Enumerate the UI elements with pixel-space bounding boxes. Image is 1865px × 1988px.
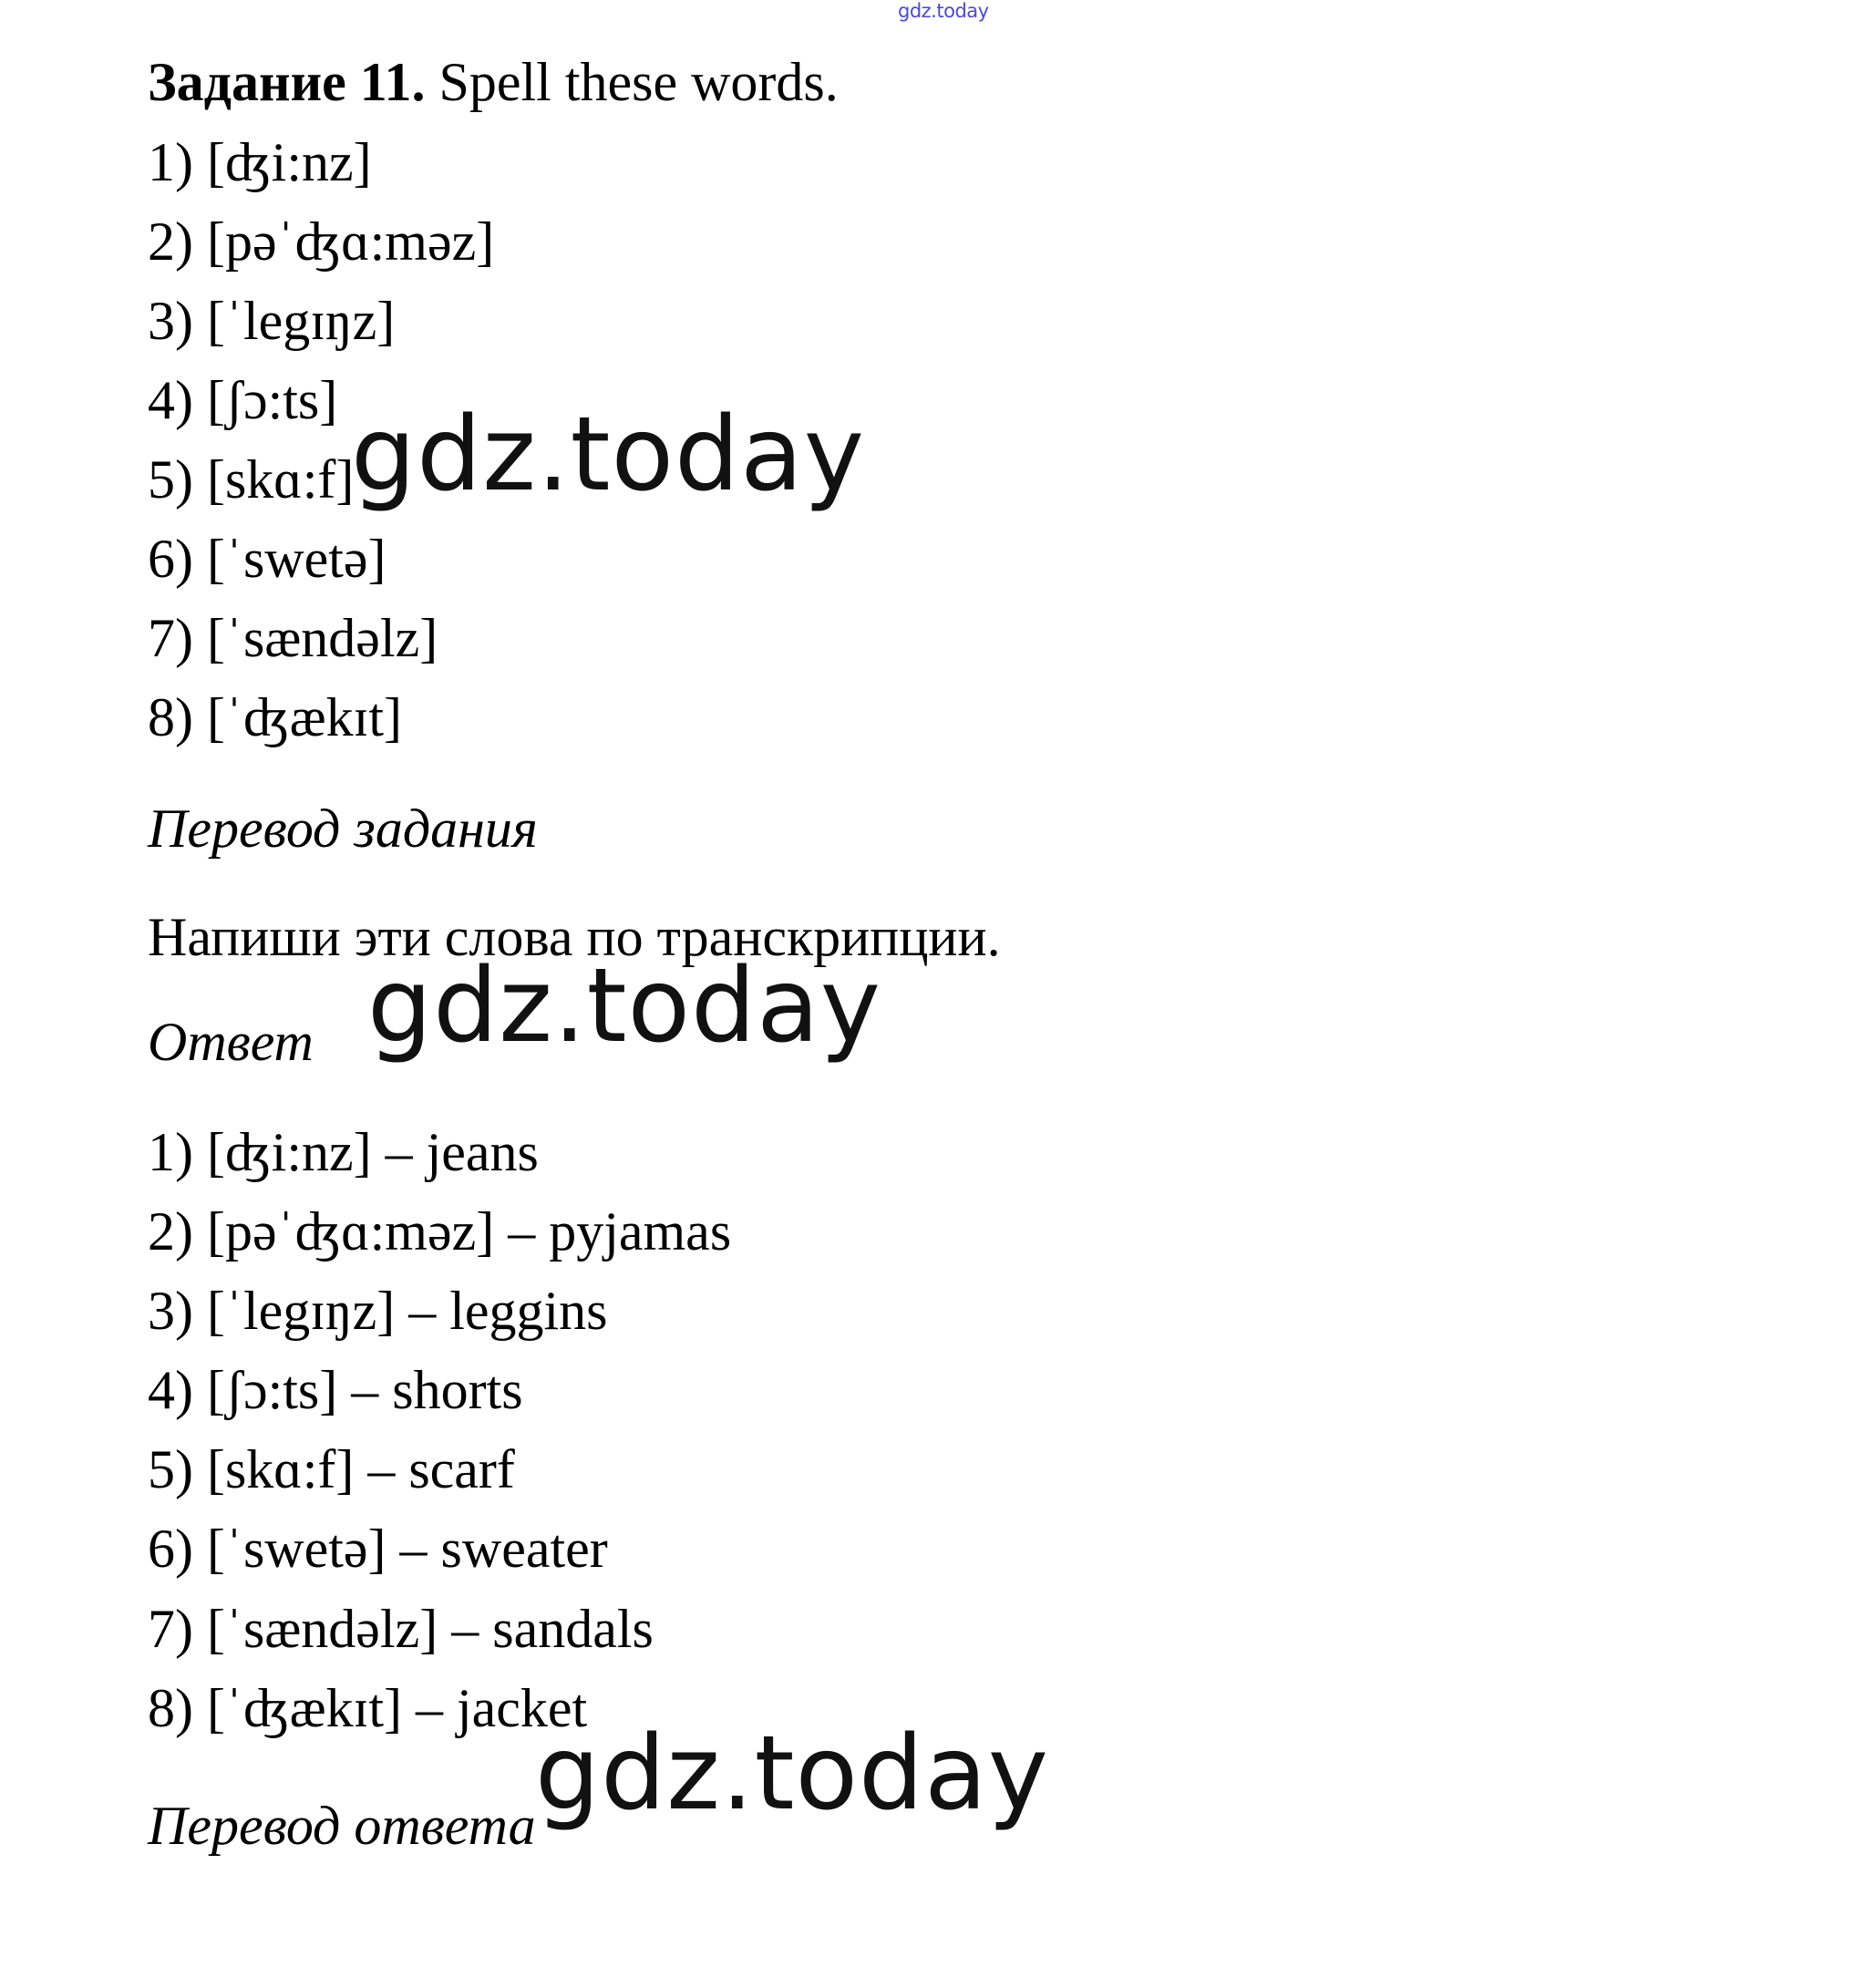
word-item: 7) [ˈsændəlz] xyxy=(148,608,438,668)
word-item: 1) [ʤi:nz] xyxy=(148,132,372,192)
answer-item: 1) [ʤi:nz] – jeans xyxy=(148,1122,539,1182)
answer-item: 6) [ˈswetə] – sweater xyxy=(148,1519,608,1579)
word-item: 8) [ˈʤækɪt] xyxy=(148,687,402,747)
translation-text: Напиши эти слова по транскрипции. xyxy=(148,907,1001,967)
task-number: Задание 11. xyxy=(148,52,426,112)
word-item: 4) [ʃɔ:ts] xyxy=(148,370,338,430)
answer-item: 8) [ˈʤækɪt] – jacket xyxy=(148,1678,588,1738)
answer-item: 7) [ˈsændəlz] – sandals xyxy=(148,1599,654,1659)
word-item: 5) [skɑ:f] xyxy=(148,449,355,510)
watermark-large: gdz.today xyxy=(535,1715,1050,1833)
answer-item: 3) [ˈlegɪŋz] – leggins xyxy=(148,1281,608,1341)
word-item: 3) [ˈlegɪŋz] xyxy=(148,291,396,351)
answer-item: 2) [pəˈʤɑ:məz] – pyjamas xyxy=(148,1201,732,1262)
answer-translation-heading: Перевод ответа xyxy=(148,1796,536,1856)
translation-heading: Перевод задания xyxy=(148,798,538,859)
answer-item: 4) [ʃɔ:ts] – shorts xyxy=(148,1360,523,1420)
watermark-large: gdz.today xyxy=(351,396,866,514)
answer-heading: Ответ xyxy=(148,1012,314,1072)
word-item: 2) [pəˈʤɑ:məz] xyxy=(148,211,495,272)
watermark-small: gdz.today xyxy=(898,0,989,22)
task-title xyxy=(148,52,839,112)
watermark-large: gdz.today xyxy=(367,947,882,1066)
answer-item: 5) [skɑ:f] – scarf xyxy=(148,1439,515,1499)
word-item: 6) [ˈswetə] xyxy=(148,529,386,589)
task-instruction: Spell these words. xyxy=(438,52,839,112)
